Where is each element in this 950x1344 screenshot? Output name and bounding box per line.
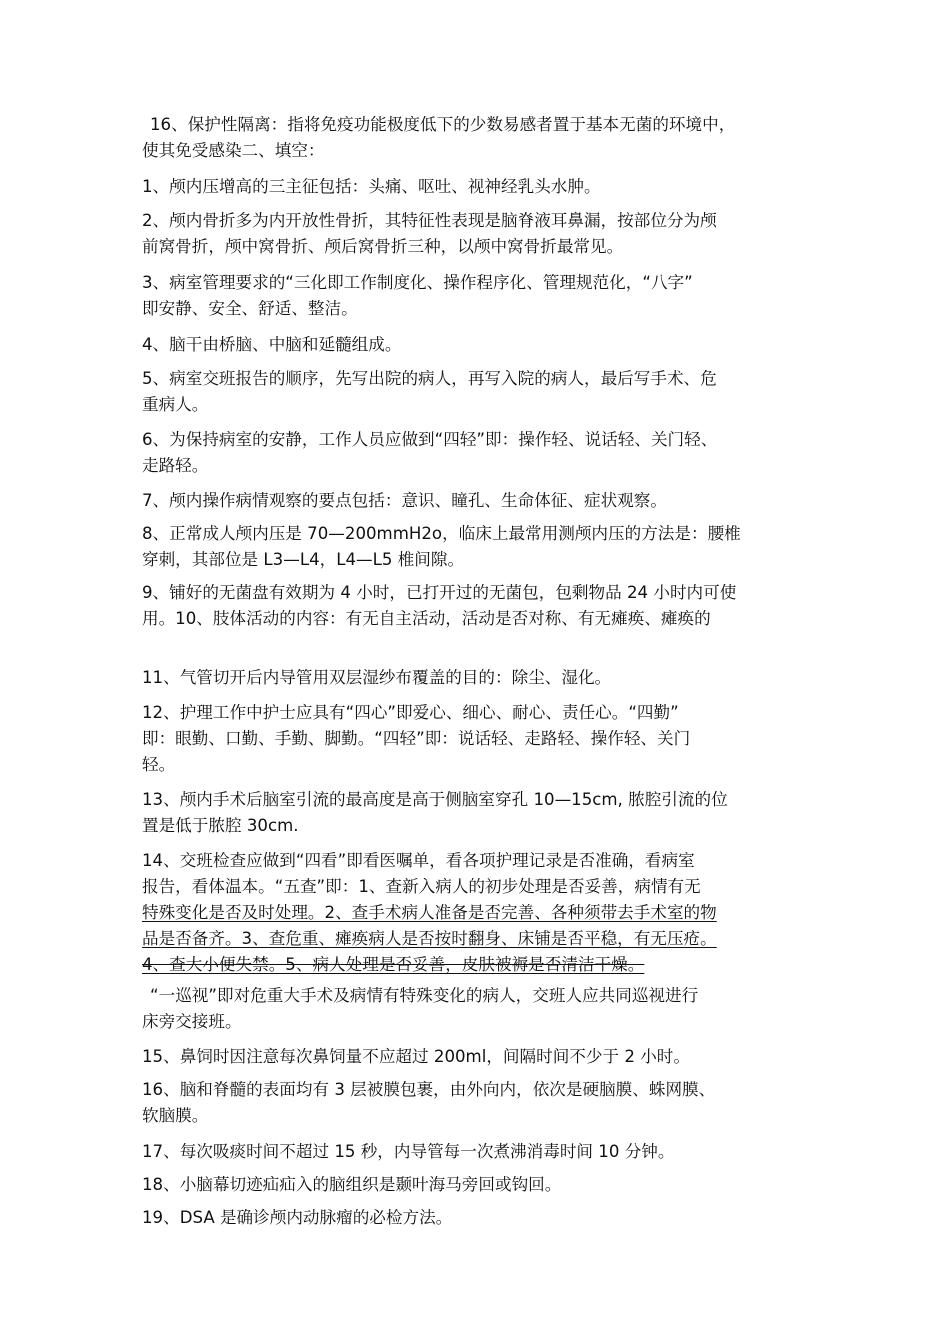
text-line: “一巡视”即对危重大手术及病情有特殊变化的病人，交班人应共同巡视进行 [150, 986, 699, 1005]
text-line: 14、交班检查应做到“四看”即看医嘱单，看各项护理记录是否准确，看病室 [142, 851, 695, 870]
text-line-underlined: 品是否备齐。3、查危重、瘫痪病人是否按时翻身、床铺是否平稳，有无压疮。 [142, 929, 717, 948]
text-line: 用。10、肢体活动的内容：有无自主活动，活动是否对称、有无瘫痪、瘫痪的 [142, 609, 711, 628]
text-line: 9、铺好的无菌盘有效期为 4 小时，已打开过的无菌包，包剩物品 24 小时内可使 [142, 583, 737, 602]
paragraph-item-18 [142, 1172, 822, 1198]
text-line: 1、颅内压增高的三主征包括：头痛、呕吐、视神经乳头水肿。 [142, 177, 601, 196]
text-line: 重病人。 [142, 395, 209, 414]
paragraph-item-2 [142, 208, 822, 260]
text-line: 5、病室交班报告的顺序，先写出院的病人，再写入院的病人，最后写手术、危 [142, 369, 717, 388]
paragraph-item-19 [142, 1205, 822, 1231]
text-line: 穿刺，其部位是 L3—L4，L4—L5 椎间隙。 [142, 550, 465, 569]
text-line: 12、护理工作中护士应具有“四心”即爱心、细心、耐心、责任心。“四勤” [142, 703, 679, 722]
paragraph-item-15 [142, 1044, 822, 1070]
text-line: 17、每次吸痰时间不超过 15 秒，内导管每一次煮沸消毒时间 10 分钟。 [142, 1142, 675, 1161]
text-line: 4、脑干由桥脑、中脑和延髓组成。 [142, 335, 402, 354]
text-line: 报告，看体温本。“五查”即：1、查新入病人的初步处理是否妥善，病情有无 [142, 877, 701, 896]
paragraph-one-patrol [142, 983, 822, 1035]
text-line: 8、正常成人颅内压是 70—200mmH2o，临床上最常用测颅内压的方法是：腰椎 [142, 524, 741, 543]
text-line-struck: 4、查大小便失禁。5、病人处理是否妥善，皮肤被褥是否清洁干燥。 [142, 955, 645, 974]
paragraph-item-7 [142, 488, 822, 514]
paragraph-item-11 [142, 665, 822, 691]
text-line: 18、小脑幕切迹疝疝入的脑组织是颞叶海马旁回或钩回。 [142, 1175, 562, 1194]
text-line-underlined: 特殊变化是否及时处理。2、查手术病人准备是否完善、各种须带去手术室的物 [142, 903, 717, 922]
paragraph-item-6 [142, 427, 822, 479]
paragraph-item-14 [142, 848, 822, 978]
text-line: 16、脑和脊髓的表面均有 3 层被膜包裹，由外向内，依次是硬脑膜、蛛网膜、 [142, 1080, 716, 1099]
text-line: 7、颅内操作病情观察的要点包括：意识、瞳孔、生命体征、症状观察。 [142, 491, 667, 510]
text-line: 即：眼勤、口勤、手勤、脚勤。“四轻”即：说话轻、走路轻、操作轻、关门 [142, 729, 691, 748]
paragraph-item-12 [142, 700, 822, 778]
text-line: 19、DSA 是确诊颅内动脉瘤的必检方法。 [142, 1208, 453, 1227]
text-line: 11、气管切开后内导管用双层湿纱布覆盖的目的：除尘、湿化。 [142, 668, 612, 687]
text-line: 6、为保持病室的安静，工作人员应做到“四轻”即：操作轻、说话轻、关门轻、 [142, 430, 718, 449]
text-line: 床旁交接班。 [142, 1012, 242, 1031]
text-line: 软脑膜。 [142, 1106, 209, 1125]
text-line: 走路轻。 [142, 456, 209, 475]
text-line: 13、颅内手术后脑室引流的最高度是高于侧脑室穿孔 10—15cm, 脓腔引流的位 [142, 790, 728, 809]
paragraph-item-1 [142, 174, 822, 200]
text-line: 置是低于脓腔 30cm. [142, 816, 299, 835]
paragraph-item-8 [142, 521, 822, 573]
paragraph-item-17 [142, 1139, 822, 1165]
text-line: 2、颅内骨折多为内开放性骨折，其特征性表现是脑脊液耳鼻漏，按部位分为颅 [142, 211, 717, 230]
paragraph-protective-isolation [142, 112, 822, 164]
text-line: 使其免受感染二、填空： [142, 141, 325, 160]
paragraph-item-16 [142, 1077, 822, 1129]
text-line: 前窝骨折，颅中窝骨折、颅后窝骨折三种，以颅中窝骨折最常见。 [142, 237, 624, 256]
text-line: 3、病室管理要求的“三化即工作制度化、操作程序化、管理规范化，“八字” [142, 273, 693, 292]
text-line: 15、鼻饲时因注意每次鼻饲量不应超过 200ml，间隔时间不少于 2 小时。 [142, 1047, 690, 1066]
paragraph-item-9 [142, 580, 822, 632]
text-line: 即安静、安全、舒适、整洁。 [142, 299, 358, 318]
paragraph-item-3 [142, 270, 822, 322]
paragraph-item-13 [142, 787, 822, 839]
paragraph-item-5 [142, 366, 822, 418]
text-line: 轻。 [142, 755, 176, 774]
text-line: 16、保护性隔离：指将免疫功能极度低下的少数易感者置于基本无菌的环境中， [150, 115, 736, 134]
paragraph-item-4 [142, 332, 822, 358]
